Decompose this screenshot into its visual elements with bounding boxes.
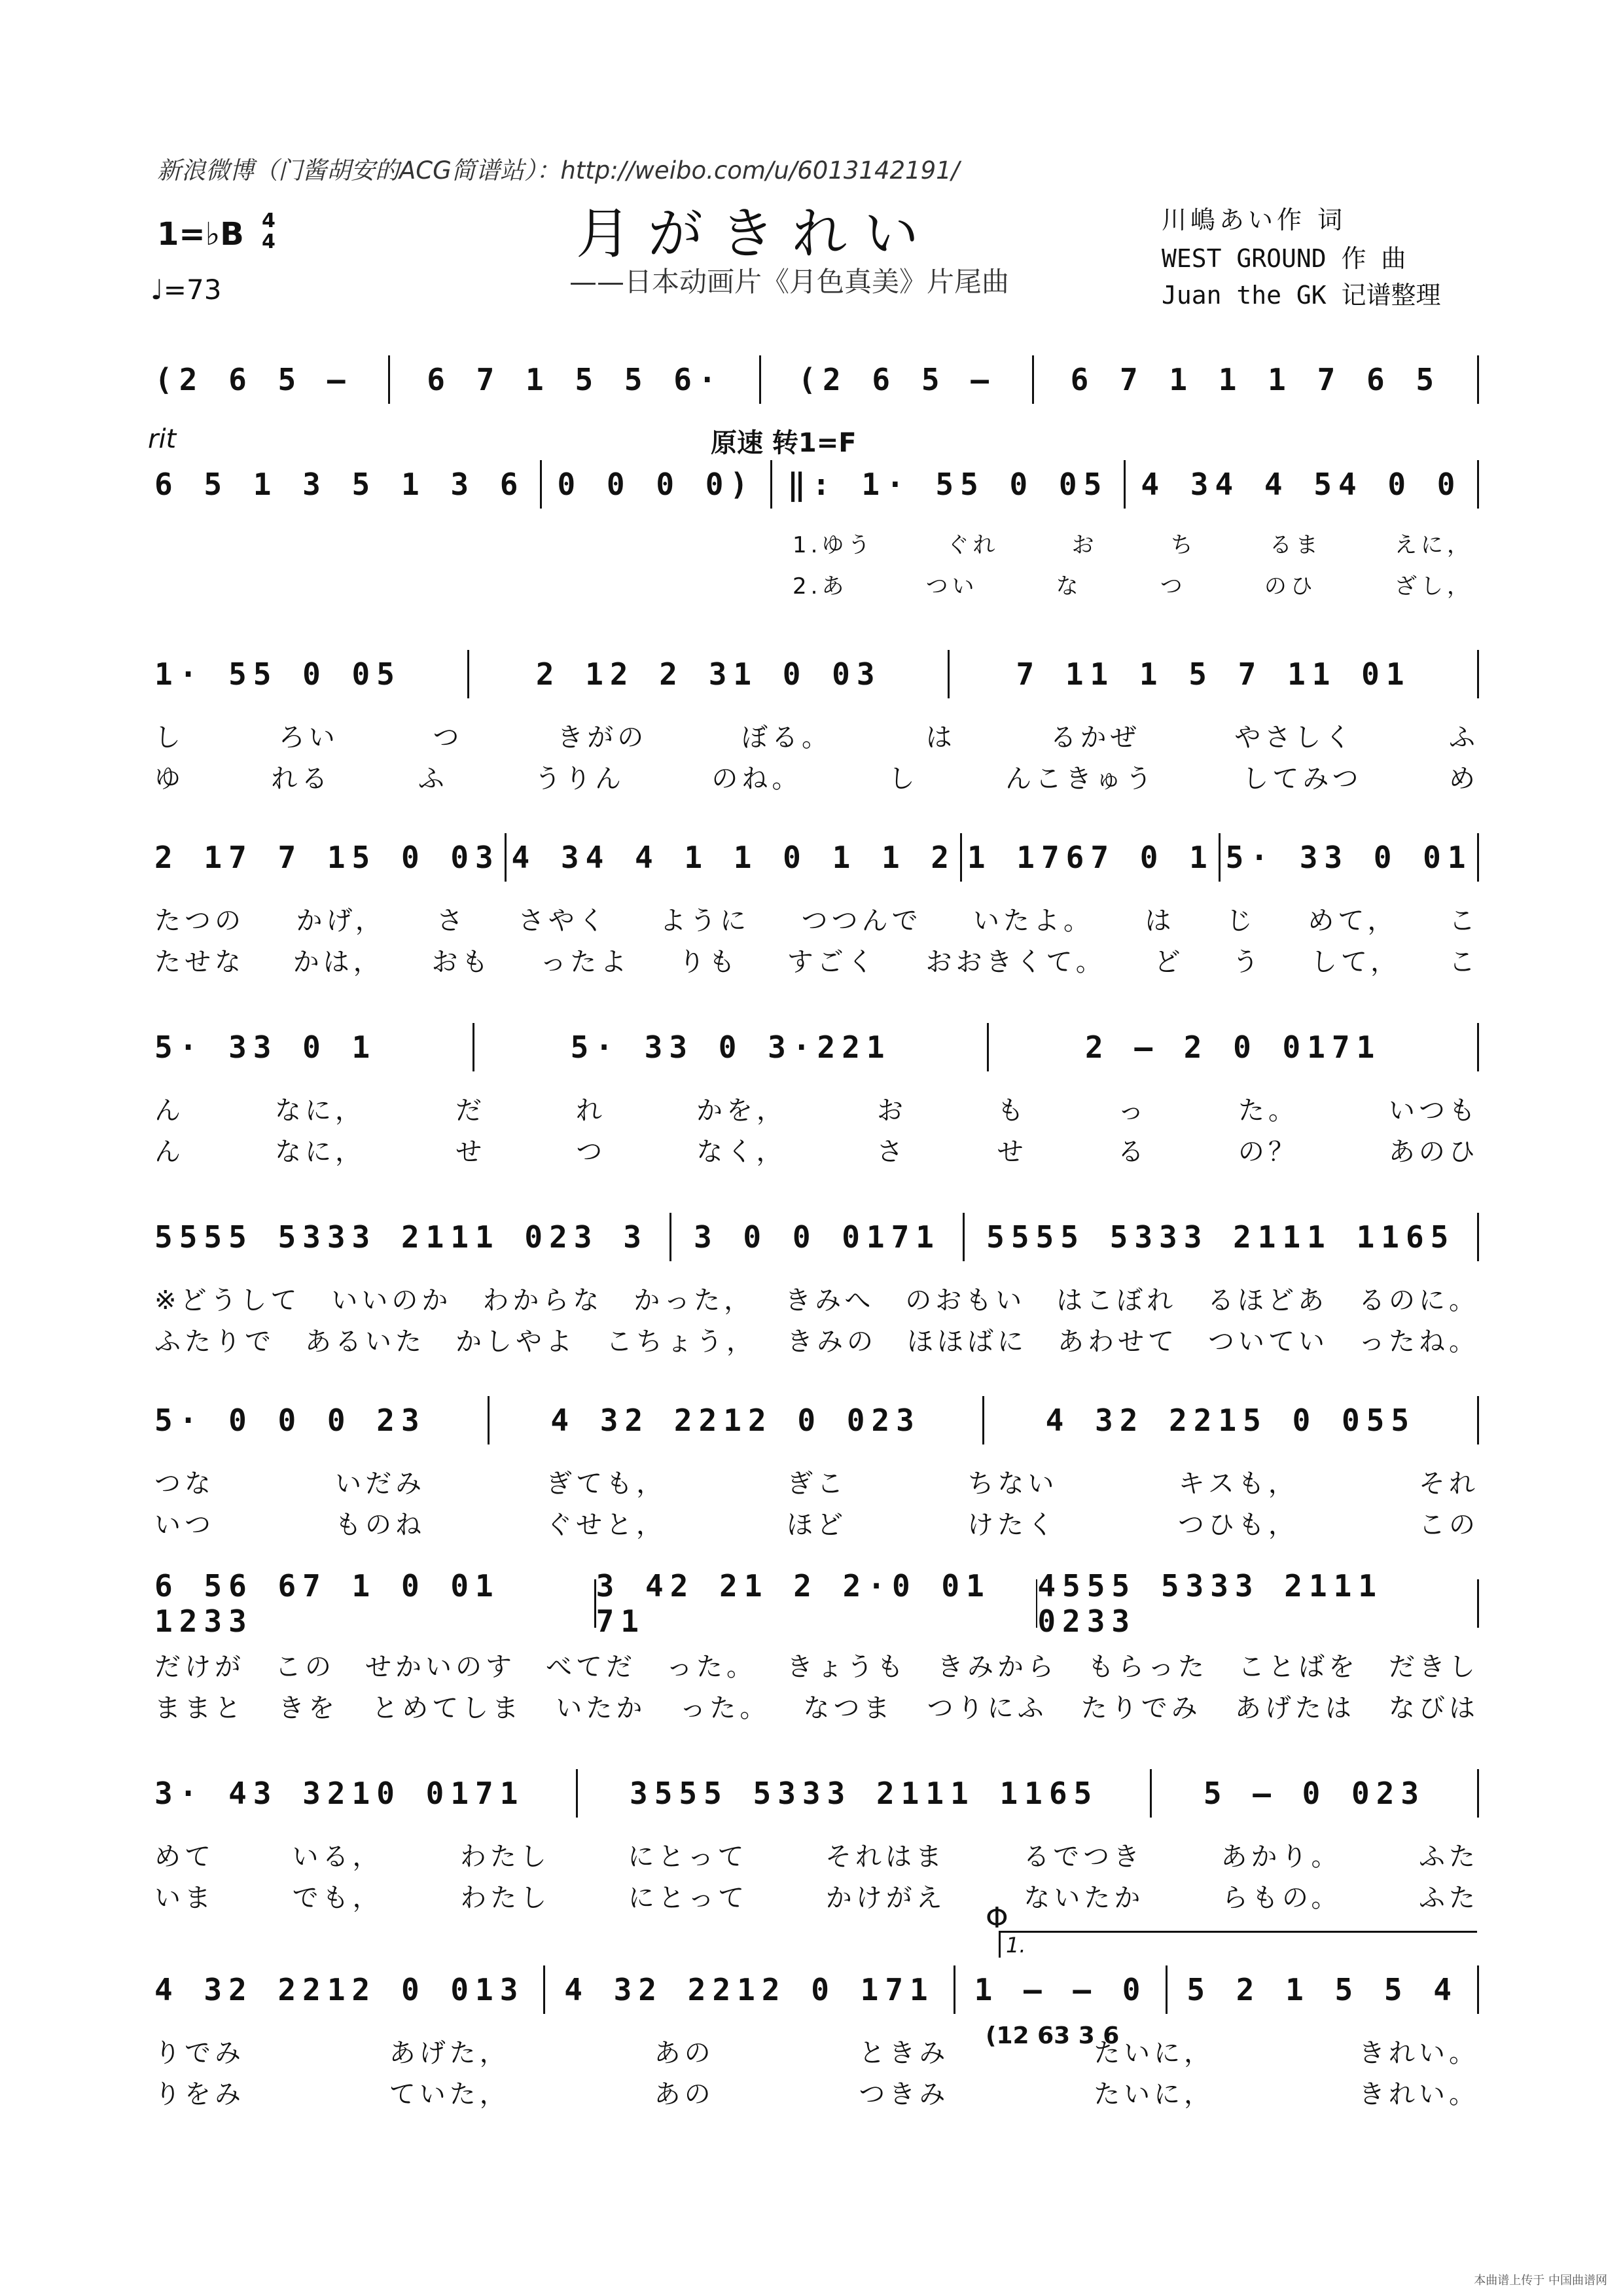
score-system (154, 1568, 1479, 1734)
measure: 5· 33 0 1 (154, 1030, 377, 1065)
lyric-syllable: のね。 (711, 764, 802, 794)
lyric-syllable: ※どうして (154, 1285, 301, 1316)
ritardando-mark: rit (148, 424, 177, 454)
lyric-syllable: せ (997, 1137, 1027, 1167)
lyric-syllable: ん (154, 1096, 185, 1126)
tempo-marking: ♩=73 (151, 274, 222, 306)
barline (543, 1965, 545, 2014)
lyric-syllable: いる， (292, 1842, 383, 1872)
lyric-syllable: だけが (154, 1652, 245, 1682)
lyric-syllable: ふ (418, 764, 448, 794)
lyric-syllable: ぎこ (787, 1469, 847, 1499)
measure: 4 34 4 1 1 0 1 1 2 (511, 840, 956, 875)
lyric-line-verse-2 (154, 1687, 1479, 1725)
lyric-syllable: るま (1269, 532, 1322, 558)
coda-sign: Φ (986, 1901, 1008, 1935)
lyric-line-verse-1 (154, 900, 1479, 937)
barline (1219, 833, 1221, 882)
lyric-syllable: かしやよ (455, 1327, 576, 1357)
measure: 4 32 2212 0 013 (154, 1972, 525, 2007)
song-title: 月がきれい (576, 202, 936, 266)
barline (770, 460, 772, 509)
volta-bracket: 1. (999, 1931, 1477, 1958)
lyric-syllable: お (1071, 532, 1098, 558)
barline (1477, 1769, 1479, 1818)
score-system (148, 424, 1479, 615)
lyric-syllable: キスも， (1178, 1469, 1298, 1499)
measure: 7 11 1 5 7 11 01 (1016, 656, 1411, 692)
barline (1477, 1579, 1479, 1628)
lyric-syllable: るでつき (1023, 1842, 1144, 1872)
lyric-syllable: うりん (535, 764, 626, 794)
lyric-syllable: ど (1154, 947, 1185, 977)
lyric-syllable: なびは (1388, 1693, 1479, 1723)
lyric-syllable: きれい。 (1358, 2038, 1479, 2068)
lyric-syllable: な (1056, 573, 1082, 600)
lyric-syllable: つつんで (801, 906, 922, 936)
lyric-syllable: さやく (518, 906, 609, 936)
lyric-line-verse-2 (154, 1321, 1479, 1358)
note-row (154, 648, 1479, 700)
note-row (154, 1964, 1479, 2016)
lyric-syllable: あげた， (389, 2038, 510, 2068)
measure: 2 12 2 31 0 03 (535, 656, 882, 692)
lyric-syllable: っ (1118, 1096, 1148, 1126)
measure: 5· 33 0 3·221 (570, 1030, 891, 1065)
barline (1477, 1396, 1479, 1444)
lyric-syllable: ふ (1449, 723, 1479, 753)
note-row (154, 353, 1479, 406)
lyric-syllable: それ (1418, 1469, 1479, 1499)
lyric-syllable: こ (1448, 906, 1479, 936)
lyric-syllable: つひも， (1178, 1510, 1298, 1540)
lyric-syllable: だきし (1389, 1652, 1479, 1682)
lyric-syllable: あるいた (305, 1327, 425, 1357)
lyric-line-verse-2 (154, 941, 1479, 978)
composer-credit: WEST GROUND 作 曲 (1162, 244, 1406, 273)
lyric-line-verse-1 (154, 717, 1479, 754)
lyric-syllable: ぐせと， (546, 1510, 666, 1540)
measure: 5 2 1 5 5 4 (1186, 1972, 1458, 2007)
lyric-syllable: ゆ (154, 764, 185, 794)
barline (1124, 460, 1126, 509)
lyric-line-verse-2 (154, 2073, 1479, 2111)
lyric-syllable: ん (154, 1137, 185, 1167)
lyric-syllable: さ (876, 1137, 907, 1167)
time-signature-bottom: 4 (262, 230, 276, 253)
barline (1477, 460, 1479, 509)
lyric-syllable: きょうも (787, 1652, 907, 1682)
lyric-syllable: ちない (967, 1469, 1058, 1499)
barline (960, 833, 962, 882)
lyric-syllable: けたく (967, 1510, 1058, 1540)
lyric-syllable: かは， (293, 947, 383, 977)
lyric-syllable: お (877, 1096, 907, 1126)
lyric-syllable: ぐれ (946, 532, 999, 558)
lyric-line-verse-2 (154, 1504, 1479, 1541)
lyric-syllable: ものね (335, 1510, 425, 1540)
barline (669, 1213, 671, 1261)
lyric-syllable: たつの (154, 906, 245, 936)
lyric-syllable: にとって (628, 1883, 749, 1913)
lyric-syllable: ぼる。 (741, 723, 832, 753)
lyric-line-verse-1 (154, 1280, 1479, 1317)
measure: 0 0 0 0) (557, 467, 755, 502)
lyric-syllable: あの (654, 2079, 715, 2109)
song-subtitle: ——日本动画片《月色真美》片尾曲 (569, 266, 1010, 298)
lyric-syllable: いだみ (335, 1469, 426, 1499)
lyric-syllable: きみの (787, 1327, 877, 1357)
score-system (154, 1901, 1479, 2121)
lyric-syllable: おも (431, 947, 492, 977)
lyric-syllable: れる (271, 764, 332, 794)
lyric-syllable: なつま (803, 1693, 894, 1723)
measure: 4 34 4 54 0 0 (1141, 467, 1462, 502)
lyric-line-verse-1 (154, 1646, 1479, 1683)
measure: (2 6 5 – (798, 362, 995, 397)
lyric-syllable: きれい。 (1358, 2079, 1479, 2109)
lyric-syllable: つ (576, 1137, 607, 1167)
lyric-syllable: あのひ (1388, 1137, 1479, 1167)
lyric-syllable: るかぜ (1050, 723, 1141, 753)
measure: 6 56 67 1 0 01 1233 (154, 1568, 500, 1639)
lyric-syllable: あわせて (1058, 1327, 1178, 1357)
time-signature (262, 211, 276, 253)
measure: 5· 0 0 0 23 (154, 1403, 426, 1438)
measure: 5· 33 0 01 (1225, 840, 1472, 875)
barline (987, 1023, 989, 1071)
score-system (154, 831, 1479, 988)
lyric-syllable: きがの (557, 723, 648, 753)
lyric-syllable: った。 (679, 1693, 770, 1723)
lyric-syllable: ことばを (1238, 1652, 1359, 1682)
lyric-syllable: ざし， (1395, 573, 1473, 600)
lyric-syllable: ぎても， (546, 1469, 667, 1499)
lyric-syllable: ろい (278, 723, 339, 753)
lyric-syllable: にとって (628, 1842, 748, 1872)
lyric-syllable: るほどあ (1207, 1285, 1329, 1316)
lyric-syllable: ち (1170, 532, 1197, 558)
lyric-syllable: こちょう， (606, 1327, 757, 1357)
barline (1150, 1769, 1152, 1818)
source-note: 新浪微博（门酱胡安的ACG简谱站）：http://weibo.com/u/6013142191/ (157, 156, 960, 185)
lyric-line-verse-1 (154, 1463, 1479, 1500)
lyric-syllable: わたし (459, 1842, 550, 1872)
lyric-syllable: じ (1226, 906, 1257, 936)
lyric-syllable: なく， (696, 1137, 787, 1167)
score-system (154, 1211, 1479, 1368)
barline (1477, 1965, 1479, 2014)
barline (963, 1213, 965, 1261)
lyric-syllable: きを (278, 1693, 339, 1723)
barline (1477, 1023, 1479, 1071)
lyric-line-verse-2 (154, 1877, 1479, 1914)
lyric-line-verse-1 (154, 2032, 1479, 2070)
lyric-syllable: さ (437, 906, 467, 936)
lyric-syllable: おおきくて。 (925, 947, 1106, 977)
lyric-syllable: ふたりで (154, 1327, 275, 1357)
arranger-credit: Juan the GK 记谱整理 (1162, 281, 1441, 310)
lyric-syllable: それはま (825, 1842, 946, 1872)
lyric-syllable: とめてしま (372, 1693, 523, 1723)
lyric-syllable: は (925, 723, 956, 753)
lyric-syllable: のひ (1264, 573, 1317, 600)
measure: (2 6 5 – (154, 362, 352, 397)
barline (759, 355, 761, 404)
barline (1477, 833, 1479, 882)
lyric-syllable: いいのか (331, 1285, 452, 1316)
score-system (154, 1767, 1479, 1924)
lyric-syllable: し (888, 764, 919, 794)
lyric-syllable: だ (455, 1096, 486, 1126)
lyric-syllable: う (1232, 947, 1263, 977)
measure: 3555 5333 2111 1165 (630, 1776, 1099, 1811)
barline (488, 1396, 490, 1444)
lyric-syllable: った。 (666, 1652, 757, 1682)
measure: 2 – 2 0 0171 (1084, 1030, 1382, 1065)
lyric-syllable: つ (1160, 573, 1186, 600)
lyricist-credit: 川嶋あい作 词 (1162, 206, 1347, 234)
lyric-syllable: めて (154, 1842, 215, 1872)
note-row (154, 1211, 1479, 1263)
note-row (154, 1021, 1479, 1073)
lyric-syllable: たいに， (1094, 2038, 1215, 2068)
lyric-syllable: つりにふ (927, 1693, 1048, 1723)
lyric-syllable: こ (1448, 947, 1479, 977)
lyric-syllable: 1.ゆう (793, 532, 874, 558)
lyric-syllable: わたし (460, 1883, 551, 1913)
lyric-syllable: いま (154, 1883, 215, 1913)
lyric-syllable: この (275, 1652, 335, 1682)
measure: 3· 43 3210 0171 (154, 1776, 525, 1811)
lyric-syllable: かを， (696, 1096, 787, 1126)
lyric-syllable: あげたは (1234, 1693, 1355, 1723)
barline (1477, 650, 1479, 698)
lyric-syllable: ほど (787, 1510, 847, 1540)
lyric-syllable: あの (654, 2038, 715, 2068)
lyric-syllable: なに， (275, 1137, 366, 1167)
score-system (154, 1394, 1479, 1551)
lyric-syllable: かった， (633, 1285, 755, 1316)
measure: 4 32 2212 0 171 (564, 1972, 935, 2007)
lyric-syllable: つきみ (859, 2079, 950, 2109)
lyric-syllable: いつ (154, 1510, 215, 1540)
lyric-syllable: もらった (1088, 1652, 1208, 1682)
measure: 6 7 1 1 1 7 6 5 (1070, 362, 1441, 397)
lyric-syllable: きみから (937, 1652, 1058, 1682)
lyric-syllable: いたか (556, 1693, 647, 1723)
tempo-key-change: 原速 转1=F (711, 428, 857, 458)
lyric-syllable: りをみ (154, 2079, 245, 2109)
lyric-syllable: してみつ (1242, 764, 1363, 794)
measure: 6 5 1 3 5 1 3 6 (154, 467, 525, 502)
barline (473, 1023, 474, 1071)
lyric-syllable: りでみ (154, 2038, 245, 2068)
lyric-syllable: あかり。 (1221, 1842, 1342, 1872)
lyric-syllable: たりでみ (1080, 1693, 1202, 1723)
lyric-line-verse-2 (793, 568, 1473, 600)
note-row (154, 458, 1479, 511)
lyric-syllable: ふた (1418, 1842, 1479, 1872)
time-signature-top: 4 (262, 209, 276, 232)
barline (388, 355, 390, 404)
lyric-syllable: せかいのす (365, 1652, 516, 1682)
lyric-syllable: つい (925, 573, 978, 600)
key-signature: 1=♭B (157, 216, 244, 253)
lyric-syllable: んこきゅう (1005, 764, 1156, 794)
measure: 4 32 2215 0 055 (1045, 1403, 1416, 1438)
lyric-syllable: らもの。 (1221, 1883, 1342, 1913)
lyric-syllable: ついてい (1208, 1327, 1329, 1357)
barline (505, 833, 507, 882)
lyric-syllable: の？ (1238, 1137, 1298, 1167)
score-system (154, 1021, 1479, 1178)
barline (540, 460, 542, 509)
lyric-syllable: して， (1310, 947, 1401, 977)
lyric-syllable: たいに， (1094, 2079, 1215, 2109)
barline (1166, 1965, 1168, 2014)
lyric-syllable: せ (455, 1137, 486, 1167)
lyric-syllable: め (1448, 764, 1479, 794)
score-system (154, 648, 1479, 805)
measure: 3 42 21 2 2·0 01 71 (596, 1568, 991, 1639)
lyric-syllable: 2.あ (793, 573, 848, 600)
lyric-syllable: なに， (275, 1096, 365, 1126)
lyric-syllable: いたよ。 (973, 906, 1094, 936)
lyric-syllable: ままと (154, 1693, 245, 1723)
barline (982, 1396, 984, 1444)
lyric-syllable: はこぼれ (1056, 1285, 1177, 1316)
measure: 5555 5333 2111 023 3 (154, 1219, 648, 1255)
note-row (154, 1767, 1479, 1820)
lyric-syllable: ふた (1418, 1883, 1479, 1913)
lyric-syllable: ったよ (540, 947, 631, 977)
lyric-syllable: し (154, 723, 185, 753)
lyric-syllable: ほほばに (907, 1327, 1027, 1357)
lyric-line-verse-1 (793, 527, 1473, 559)
footer-note: 本曲谱上传于 中国曲谱网 (1474, 2274, 1607, 2287)
measure: 5 – 0 023 (1203, 1776, 1426, 1811)
lyric-syllable: つ (433, 723, 463, 753)
lyric-syllable: かけがえ (825, 1883, 946, 1913)
note-row (154, 831, 1479, 884)
measure: 6 7 1 5 5 6· (427, 362, 723, 397)
barline (1477, 355, 1479, 404)
lyric-syllable: たせな (154, 947, 245, 977)
measure: 5555 5333 2111 1165 (986, 1219, 1455, 1255)
measure: ‖: 1· 55 0 05 (787, 467, 1109, 502)
lyric-line-verse-1 (154, 1090, 1479, 1127)
barline (467, 650, 469, 698)
lyric-syllable: すごく (787, 947, 878, 977)
lyric-syllable: わからな (482, 1285, 603, 1316)
measure: 1 – – 0 (974, 1972, 1147, 2007)
measure: 1· 55 0 05 (154, 656, 401, 692)
lyric-syllable: ないたか (1024, 1883, 1145, 1913)
lyric-syllable: いつも (1389, 1096, 1479, 1126)
lyric-syllable: きみへ (785, 1285, 875, 1316)
lyric-syllable: のおもい (905, 1285, 1026, 1316)
note-row (154, 1394, 1479, 1446)
lyric-syllable: かげ， (296, 906, 385, 936)
lyric-line-verse-2 (154, 758, 1479, 795)
lyric-syllable: めて， (1308, 906, 1398, 936)
lyric-syllable: つな (154, 1469, 215, 1499)
lyric-syllable: た。 (1238, 1096, 1298, 1126)
barline (1477, 1213, 1479, 1261)
lyric-syllable: れ (576, 1096, 606, 1126)
lyric-line-verse-1 (154, 1836, 1479, 1873)
lyric-syllable: やさしく (1234, 723, 1355, 753)
lyric-syllable: この (1419, 1510, 1479, 1540)
lyric-syllable: るのに。 (1358, 1285, 1479, 1316)
measure: 3 0 0 0171 (694, 1219, 940, 1255)
lyric-syllable: ったね。 (1359, 1327, 1479, 1357)
lyric-syllable: ていた， (389, 2079, 510, 2109)
lyric-syllable: ように (660, 906, 751, 936)
measure: 2 17 7 15 0 03 (154, 840, 500, 875)
barline (948, 650, 950, 698)
barline (1032, 355, 1034, 404)
barline (954, 1965, 955, 2014)
lyric-line-verse-2 (154, 1131, 1479, 1168)
lyric-syllable: でも， (292, 1883, 383, 1913)
lyric-syllable: ときみ (859, 2038, 950, 2068)
barline (576, 1769, 578, 1818)
lyric-syllable: べてだ (546, 1652, 636, 1682)
measure: 1 1767 0 1 (967, 840, 1214, 875)
small-notes: (12 63 3 6 (986, 2022, 1120, 2049)
lyric-syllable: りも (679, 947, 739, 977)
lyric-syllable: も (997, 1096, 1027, 1126)
lyric-syllable: えに， (1395, 532, 1473, 558)
lyric-syllable: る (1117, 1137, 1148, 1167)
note-row (154, 1568, 1479, 1639)
lyric-syllable: は (1145, 906, 1175, 936)
measure: 4 32 2212 0 023 (550, 1403, 921, 1438)
measure: 4555 5333 2111 0233 (1037, 1568, 1383, 1639)
